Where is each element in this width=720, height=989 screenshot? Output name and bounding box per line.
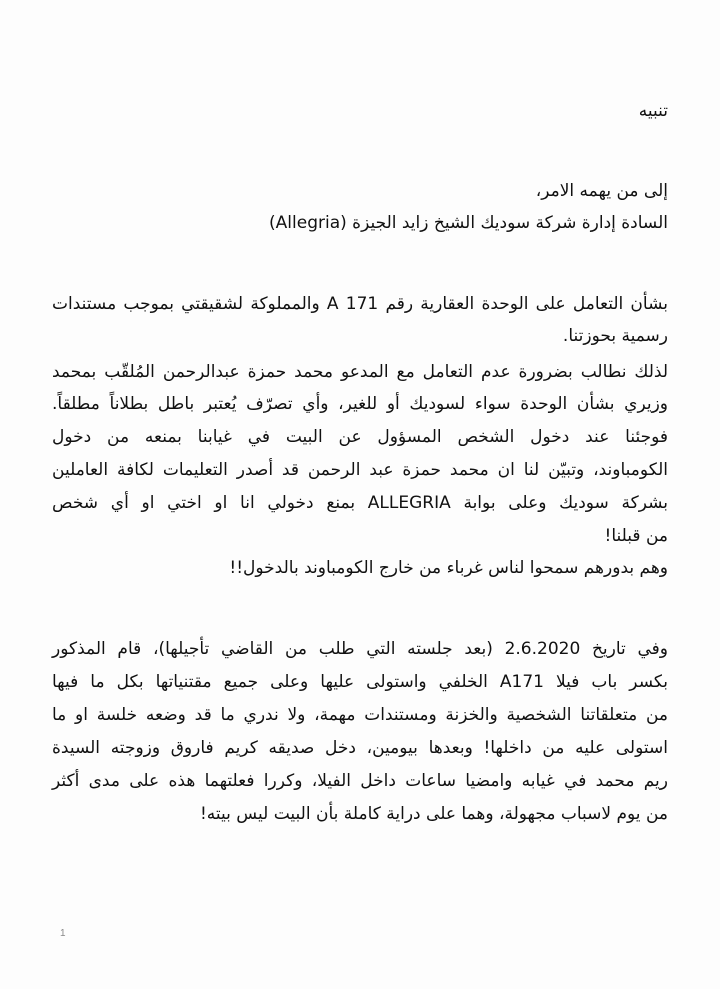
paragraph-line: وفي تاريخ 2.6.2020 (بعد جلسته التي طلب من القاضي تأجيلها)، قام المذكور	[52, 639, 668, 659]
paragraph-line: وهم بدورهم سمحوا لناس غرباء من خارج الكومباوند بالدخول!!	[229, 558, 668, 578]
paragraph-line: من متعلقاتنا الشخصية والخزنة ومستندات مهمة، ولا ندري ما قد وضعه خلسة او ما	[52, 705, 668, 725]
paragraph-line: بشركة سوديك وعلى بوابة ALLEGRIA بمنع دخولي انا او اختي او أي شخص	[52, 493, 668, 513]
paragraph-line: فوجئنا عند دخول الشخص المسؤول عن البيت في غيابنا بمنعه من دخول	[52, 427, 668, 447]
paragraph-line: من يوم لاسباب مجهولة، وهما على دراية كاملة بأن البيت ليس بيته!	[199, 804, 668, 824]
paragraph-line: بشأن التعامل على الوحدة العقارية رقم 171 A والمملوكة لشقيقتي بموجب مستندات	[52, 294, 668, 314]
paragraph-line: الكومباوند، وتبيّن لنا ان محمد حمزة عبد الرحمن قد أصدر التعليمات لكافة العاملين	[52, 460, 668, 480]
paragraph-line: بكسر باب فيلا A171 الخلفي واستولى عليها وعلى جميع مقتنياتها بكل ما فيها	[52, 672, 668, 692]
paragraph-line: وزيري بشأن الوحدة سواء لسوديك أو للغير، وأي تصرّف يُعتبر باطل بطلاناً مطلقاً.	[52, 394, 668, 414]
paragraph-line: رسمية بحوزتنا.	[562, 326, 668, 346]
paragraph-line: من قبلنا!	[604, 526, 668, 546]
paragraph-line: لذلك نطالب بضرورة عدم التعامل مع المدعو محمد حمزة عبدالرحمن المُلقّب بمحمد	[52, 362, 668, 382]
page-number: 1	[60, 928, 66, 939]
paragraph-line: استولى عليه من داخلها! وبعدها بيومين، دخل صديقه كريم فاروق وزوجته السيدة	[52, 738, 668, 758]
document-title: تنبيه	[638, 101, 668, 121]
paragraph-line: ريم محمد في غيابه وامضيا ساعات داخل الفيلا، وكررا فعلتهما هذه على مدى أكثر	[52, 771, 668, 791]
greeting: إلى من يهمه الامر،	[535, 181, 668, 201]
addressee: السادة إدارة شركة سوديك الشيخ زايد الجيزة (Allegria)	[269, 213, 668, 233]
